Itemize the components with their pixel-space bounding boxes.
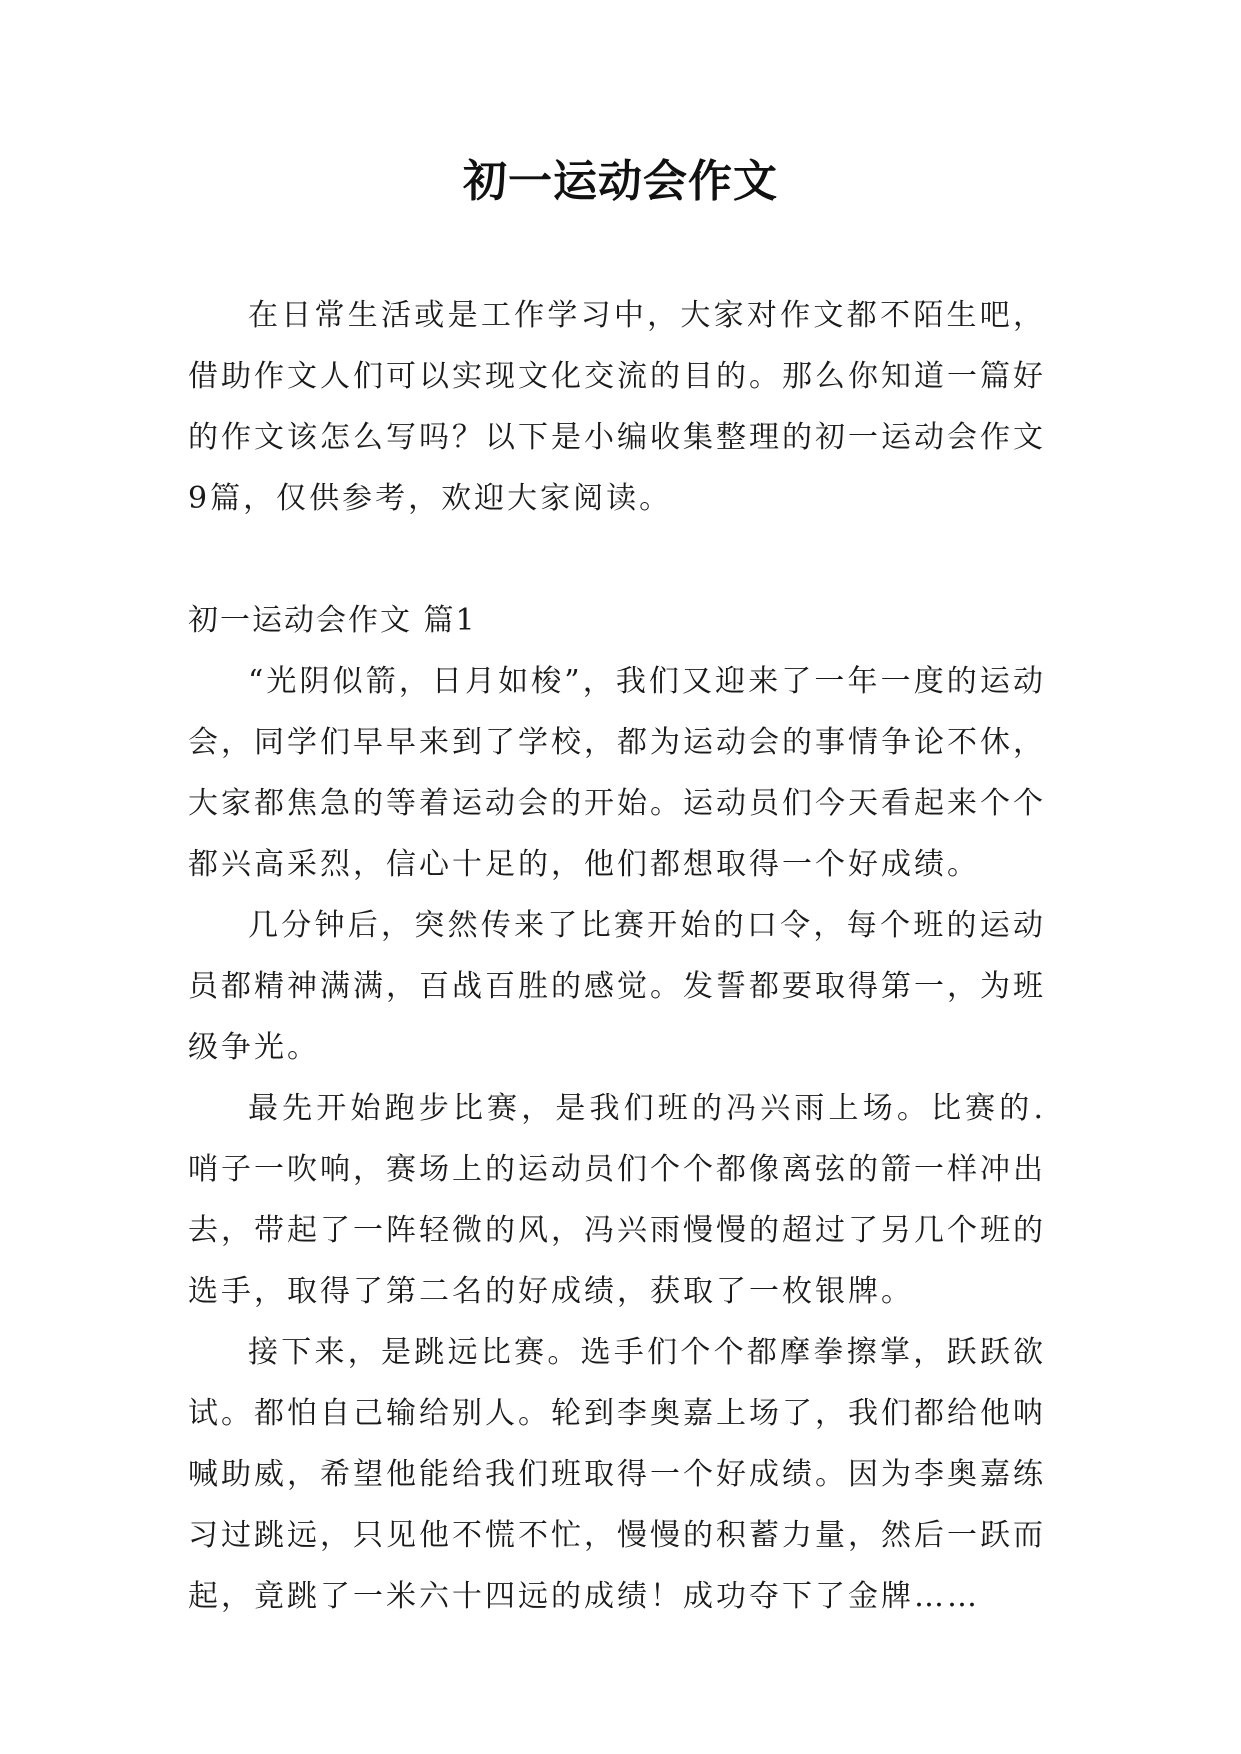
body-paragraph: 几分钟后，突然传来了比赛开始的口令，每个班的运动员都精神满满，百战百胜的感觉。发誓都要取得第一，为班级争光。 bbox=[188, 908, 1046, 1065]
section-heading: 初一运动会作文 篇1 bbox=[188, 603, 477, 638]
document-title: 初一运动会作文 bbox=[463, 156, 778, 207]
body-paragraph: 最先开始跑步比赛，是我们班的冯兴雨上场。比赛的.哨子一吹响，赛场上的运动员们个个都像离弦的箭一样冲出去，带起了一阵轻微的风，冯兴雨慢慢的超过了另几个班的选手，取得了第二名的好成绩，获取了一枚银牌。 bbox=[188, 1091, 1046, 1309]
document-body bbox=[188, 285, 1046, 1627]
body-paragraph: “光阴似箭，日月如梭”，我们又迎来了一年一度的运动会，同学们早早来到了学校，都为运动会的事情争论不休，大家都焦急的等着运动会的开始。运动员们今天看起来个个都兴高采烈，信心十足的，他们都想取得一个好成绩。 bbox=[188, 664, 1046, 882]
intro-paragraph: 在日常生活或是工作学习中，大家对作文都不陌生吧，借助作文人们可以实现文化交流的目的。那么你知道一篇好的作文该怎么写吗？以下是小编收集整理的初一运动会作文9篇，仅供参考，欢迎大家阅读。 bbox=[188, 298, 1046, 516]
body-paragraph: 接下来，是跳远比赛。选手们个个都摩拳擦掌，跃跃欲试。都怕自己输给别人。轮到李奥嘉上场了，我们都给他呐喊助威，希望他能给我们班取得一个好成绩。因为李奥嘉练习过跳远，只见他不慌不忙，慢慢的积蓄力量，然后一跃而起，竟跳了一米六十四远的成绩！成功夺下了金牌…… bbox=[188, 1335, 1046, 1614]
